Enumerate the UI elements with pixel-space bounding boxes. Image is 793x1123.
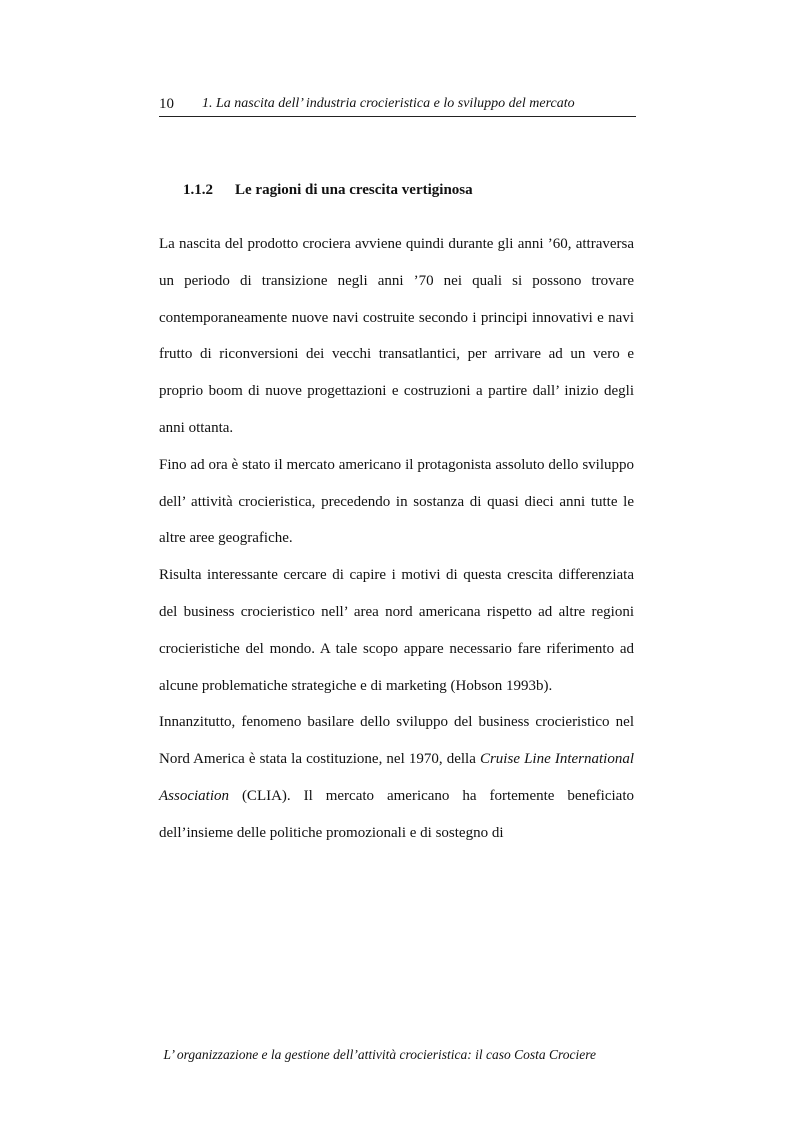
section-number: 1.1.2 — [183, 182, 213, 198]
paragraph-4-text-start: Innanzitutto, fenomeno basilare dello sviluppo del business crocieristico nel Nord America è stata la costituzione, nel 1970, della — [159, 714, 634, 768]
paragraph-4-text-end: (CLIA). Il mercato americano ha fortemente beneficiato dell’insieme delle politiche promozionali e di sostegno di — [159, 787, 634, 841]
paragraph-4 — [159, 704, 634, 851]
paragraph-3: Risulta interessante cercare di capire i motivi di questa crescita differenziata del business crocieristico nell’ area nord americana rispetto ad altre regioni crocieristiche del mondo. A tale scopo appare necessario fare riferimento ad alcune problematiche strategiche e di marketing (Hobson 1993b). — [159, 567, 634, 694]
page-footer: L’ organizzazione e la gestione dell’attività crocieristica: il caso Costa Crociere — [163, 1047, 596, 1062]
section-title: Le ragioni di una crescita vertiginosa — [235, 182, 473, 198]
page-number: 10 — [159, 96, 174, 112]
page-header — [159, 94, 636, 117]
running-title: 1. La nascita dell’ industria crocieristica e lo sviluppo del mercato — [202, 96, 575, 111]
paragraph-4-italic-term: Cruise Line International Association — [159, 751, 635, 804]
paragraph-2: Fino ad ora è stato il mercato americano il protagonista assoluto dello sviluppo dell’ attività crocieristica, precedendo in sostanza di quasi dieci anni tutte le altre aree geografiche. — [159, 456, 634, 547]
body-text — [159, 226, 634, 852]
section-heading — [183, 179, 473, 201]
paragraph-1: La nascita del prodotto crociera avviene quindi durante gli anni ’60, attraversa un periodo di transizione negli anni ’70 nei quali si possono trovare contemporaneamente nuove navi costruite secondo i principi innovativi e navi frutto di riconversioni dei vecchi transatlantici, per arrivare ad un vero e proprio boom di nuove progettazioni e costruzioni a partire dall’ inizio degli anni ottanta. — [159, 236, 634, 436]
